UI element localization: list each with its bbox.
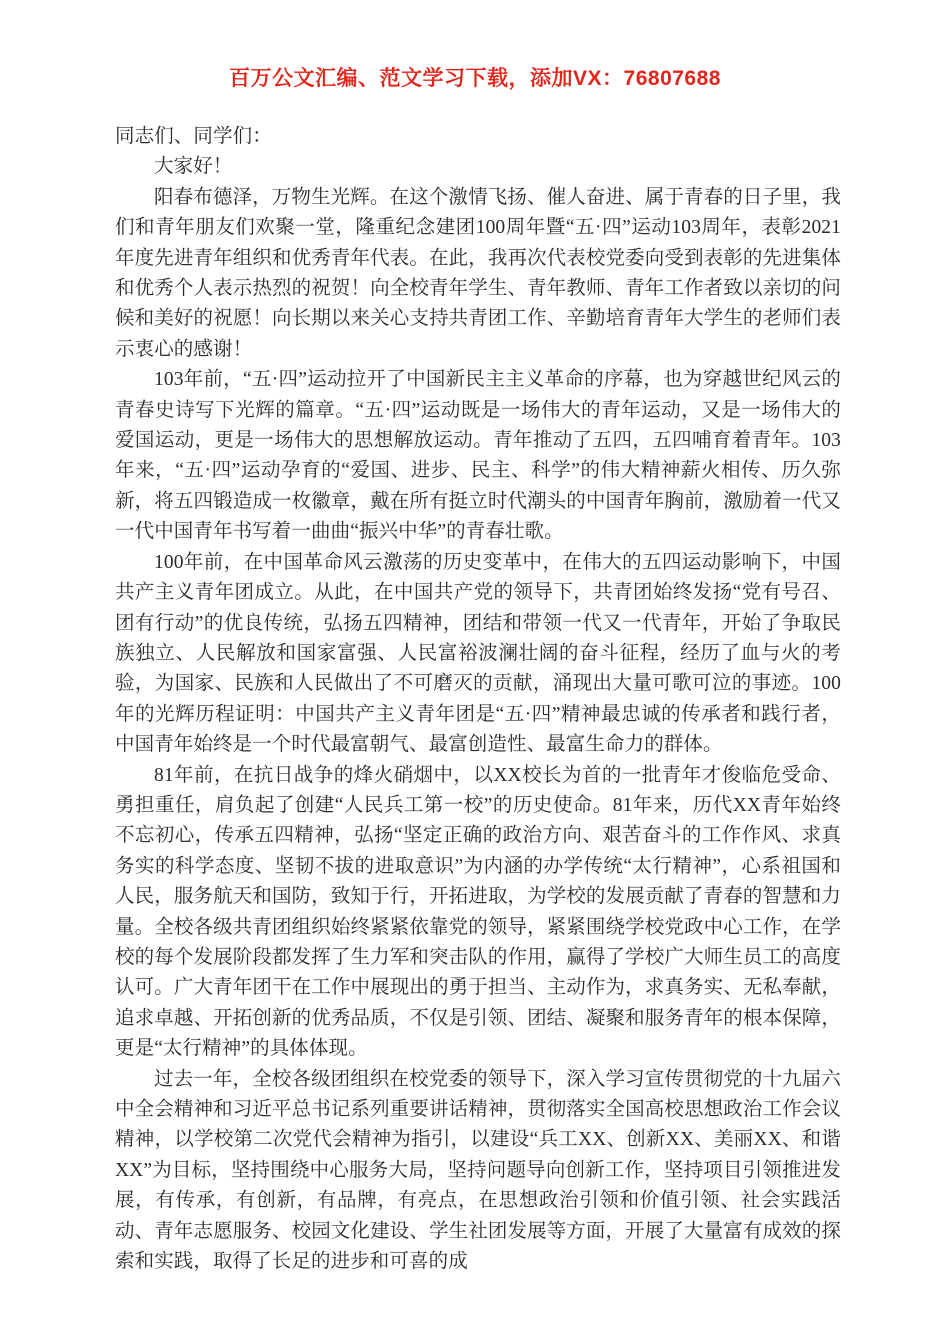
paragraph-salutation: 同志们、同学们：: [115, 126, 272, 147]
paragraph-opening-congratulations: 阳春布德泽，万物生光辉。在这个激情飞扬、催人奋进、属于青春的日子里，我们和青年朋友们欢聚一堂，隆重纪念建团100周年暨“五·四”运动103周年，表彰2021年度先进青年组织和优秀青年代表。在此，我再次代表校党委向受到表彰的先进集体和优秀个人表示热烈的祝贺！向全校青年学生、青年教师、青年工作者致以亲切的问候和美好的祝愿！向长期以来关心支持共青团工作、辛勤培育青年大学生的老师们表示衷心的感谢！: [115, 186, 841, 360]
paragraph-school-history-taihang-spirit: 81年前，在抗日战争的烽火硝烟中，以XX校长为首的一批青年才俊临危受命、勇担重任，肩负起了创建“人民兵工第一校”的历史使命。81年来，历代XX青年始终不忘初心，传承五四精神，弘扬“坚定正确的政治方向、艰苦奋斗的工作作风、求真务实的科学态度、坚韧不拔的进取意识”为内涵的办学传统“太行精神”，心系祖国和人民，服务航天和国防，致知于行，开拓进取，为学校的发展贡献了青春的智慧和力量。全校各级共青团组织始终紧紧依靠党的领导，紧紧围绕学校党政中心工作，在学校的每个发展阶段都发挥了生力军和突击队的作用，赢得了学校广大师生员工的高度认可。广大青年团干在工作中展现出的勇于担当、主动作为，求真务实、无私奉献，追求卓越、开拓创新的优秀品质，不仅是引领、团结、凝聚和服务青年的根本保障，更是“太行精神”的具体体现。: [115, 764, 841, 1060]
paragraph-greeting: 大家好！: [154, 156, 233, 178]
paragraph-youth-league-centenary: 100年前，在中国革命风云激荡的历史变革中，在伟大的五四运动影响下，中国共产主义青年团成立。从此，在中国共产党的领导下，共青团始终发扬“党有号召、团有行动”的优良传统，弘扬五四精神，团结和带领一代又一代青年，开始了争取民族独立、人民解放和国家富强、人民富裕波澜壮阔的奋斗征程，经历了血与火的考验，为国家、民族和人民做出了不可磨灭的贡献，涌现出大量可歌可泣的事迹。100年的光辉历程证明：中国共产主义青年团是“五·四”精神最忠诚的传承者和践行者，中国青年始终是一个时代最富朝气、最富创造性、最富生命力的群体。: [115, 551, 841, 756]
promotional-banner: 百万公文汇编、范文学习下载，添加VX：76807688: [229, 67, 721, 90]
paragraph-may-fourth-history: 103年前，“五·四”运动拉开了中国新民主主义革命的序幕，也为穿越世纪风云的青春史诗写下光辉的篇章。“五·四”运动既是一场伟大的青年运动，又是一场伟大的爱国运动，更是一场伟大的思想解放运动。青年推动了五四，五四哺育着青年。103年来，“五·四”运动孕育的“爱国、进步、民主、科学”的伟大精神薪火相传、历久弥新，将五四锻造成一枚徽章，戴在所有挺立时代潮头的中国青年胸前，激励着一代又一代中国青年书写着一曲曲“振兴中华”的青春壮歌。: [115, 369, 841, 543]
paragraph-past-year-review: 过去一年，全校各级团组织在校党委的领导下，深入学习宣传贯彻党的十九届六中全会精神和习近平总书记系列重要讲话精神，贯彻落实全国高校思想政治工作会议精神，以学校第二次党代会精神为指引，以建设“兵工XX、创新XX、美丽XX、和谐XX”为目标，坚持围绕中心服务大局，坚持问题导向创新工作，坚持项目引领推进发展，有传承，有创新，有品牌，有亮点，在思想政治引领和价值引领、社会实践活动、青年志愿服务、校园文化建设、学生社团发展等方面，开展了大量富有成效的探索和实践，取得了长足的进步和可喜的成: [115, 1068, 841, 1273]
document-body: [115, 122, 841, 1277]
